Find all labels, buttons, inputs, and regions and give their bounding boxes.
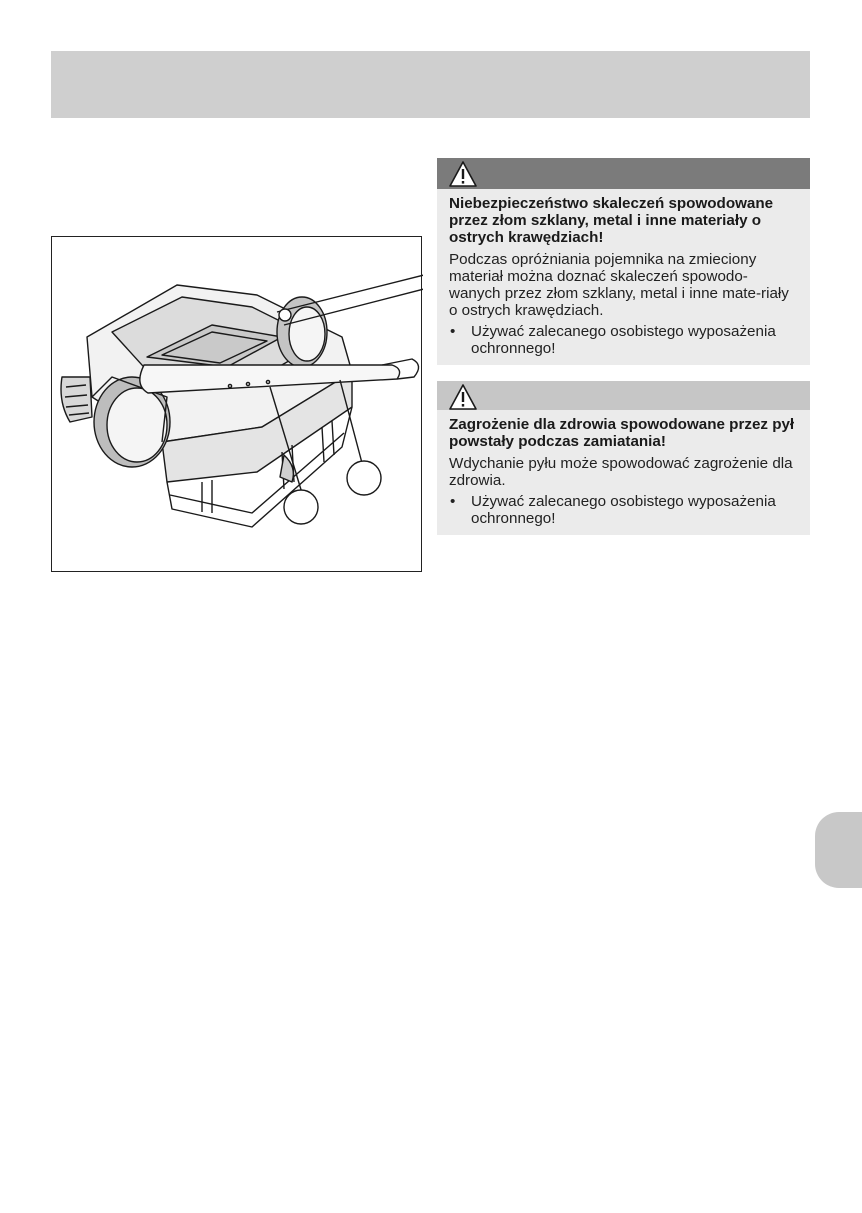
warning-triangle-icon — [448, 383, 478, 416]
chapter-thumb-tab — [815, 812, 862, 888]
warning-header — [437, 381, 810, 410]
warning-bullet-item — [449, 323, 798, 357]
warning-bullet-item — [449, 493, 798, 527]
warning-bullet-text: Używać zalecanego osobistego wyposażenia ochronnego! — [471, 323, 776, 357]
warning-box-cuts — [437, 158, 810, 365]
warning-text: Podczas opróżniania pojemnika na zmieciony materiał można doznać skaleczeń spowodo-wanych przez złom szklany, metal i inne mate-riały o ostrych krawędziach. — [449, 251, 789, 319]
bullet-symbol: • — [450, 323, 456, 340]
warning-header — [437, 158, 810, 189]
warning-text: Wdychanie pyłu może spowodować zagrożenie dla zdrowia. — [449, 455, 793, 489]
warning-triangle-icon — [448, 160, 478, 193]
warning-title: Zagrożenie dla zdrowia spowodowane przez pył powstały podczas zamiatania! — [449, 416, 795, 450]
warning-title: Niebezpieczeństwo skaleczeń spowodowane przez złom szklany, metal i inne materiały o ostrych krawędziach! — [449, 195, 774, 246]
sweeper-illustration — [51, 236, 422, 572]
warning-bullet-text: Używać zalecanego osobistego wyposażenia ochronnego! — [471, 493, 776, 527]
warning-box-dust — [437, 381, 810, 535]
header-band — [51, 51, 810, 118]
sweeper-drawing — [52, 237, 423, 573]
bullet-symbol: • — [450, 493, 456, 510]
